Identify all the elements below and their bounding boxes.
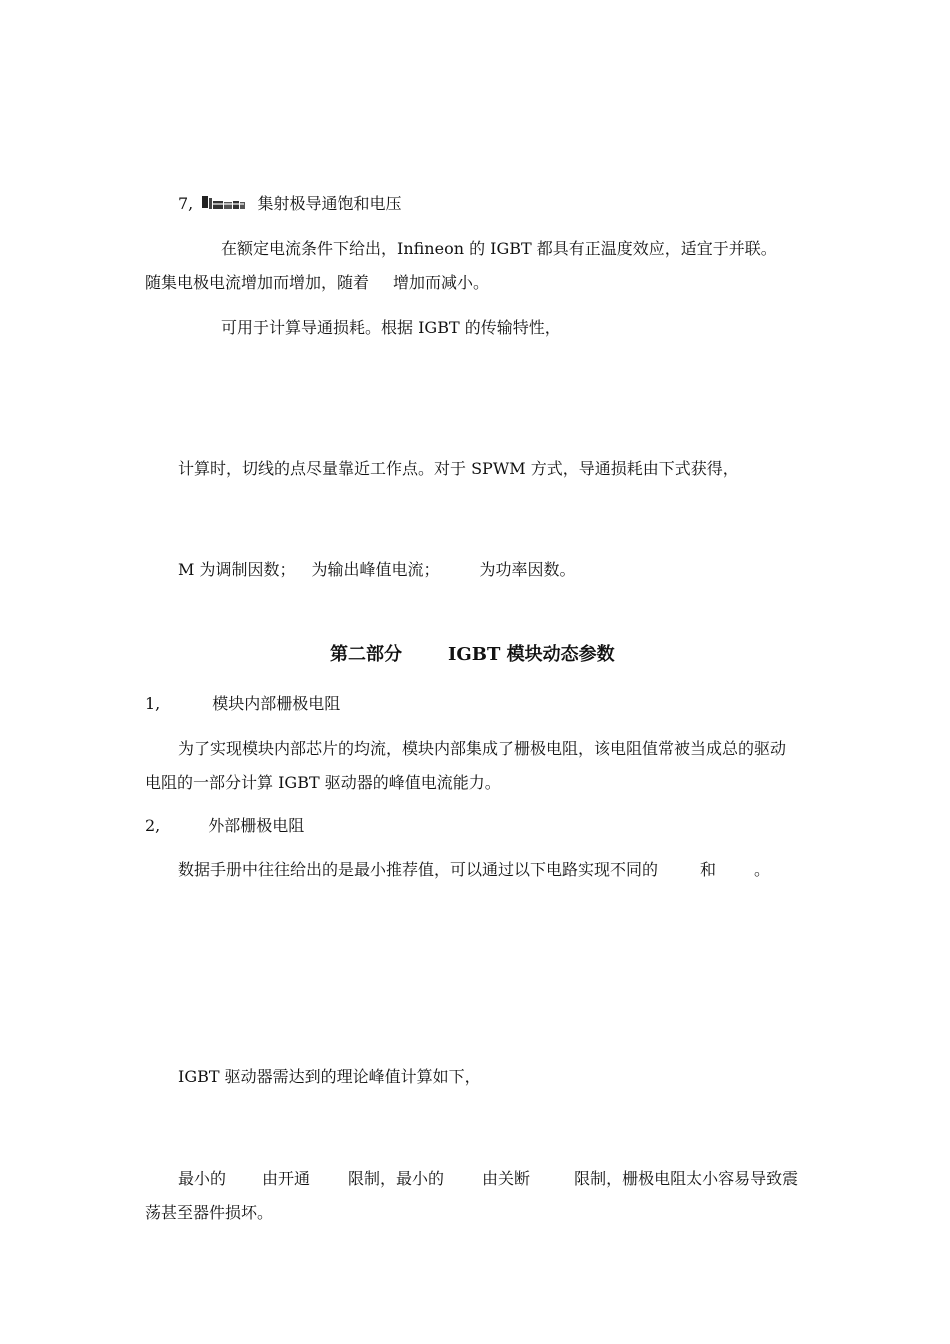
item7-paragraph-2 (145, 273, 489, 293)
item2-number: 2, (145, 816, 161, 835)
part2-title (330, 645, 615, 665)
item7-paragraph-3: 可用于计算导通损耗。根据 IGBT 的传输特性， (221, 318, 561, 337)
item7-paragraph-2-part-b: 增加而减小。 (393, 273, 490, 292)
item7-heading-line (178, 194, 401, 214)
item2-heading: 外部栅极电阻 (208, 816, 305, 835)
item2-paragraph-1-part-a: 数据手册中往往给出的是最小推荐值，可以通过以下电路实现不同的 (178, 860, 659, 879)
item1-paragraph-line-2: 电阻的一部分计算 IGBT 驱动器的峰值电流能力。 (145, 773, 501, 792)
item2-paragraph-3-part-b: 由开通 (262, 1169, 311, 1188)
item2-paragraph-3-part-e: 限制，栅极电阻太小容易导致震 (574, 1169, 799, 1188)
vce-sat-formula-icon (202, 195, 246, 211)
item7-paragraph-5-part-a: M 为调制因数； (178, 560, 296, 579)
item1-heading: 模块内部栅极电阻 (212, 694, 341, 713)
part2-title-part-a: 第二部分 (330, 644, 402, 665)
item7-paragraph-5-part-c: 为功率因数。 (479, 560, 576, 579)
item2-paragraph-3-part-a: 最小的 (178, 1169, 227, 1188)
item2-paragraph-2: IGBT 驱动器需达到的理论峰值计算如下， (178, 1067, 481, 1086)
item7-number: 7, (178, 194, 194, 213)
item7-paragraph-1: 在额定电流条件下给出，Infineon 的 IGBT 都具有正温度效应，适宜于并联。 (221, 239, 777, 258)
item2-paragraph-1 (178, 860, 770, 880)
item7-heading: 集射极导通饱和电压 (257, 194, 402, 213)
item1-number: 1, (145, 694, 161, 713)
item2-paragraph-1-part-c: 。 (754, 860, 771, 879)
item2-paragraph-3-line-2: 荡甚至器件损坏。 (145, 1203, 274, 1222)
item2-paragraph-3-part-d: 由关断 (482, 1169, 531, 1188)
item2-paragraph-3-line-1 (178, 1169, 798, 1189)
item2-paragraph-1-part-b: 和 (700, 860, 717, 879)
item7-paragraph-5 (178, 560, 576, 580)
part2-title-part-b: IGBT 模块动态参数 (448, 644, 615, 665)
item7-paragraph-5-part-b: 为输出峰值电流； (311, 560, 440, 579)
item2-paragraph-3-part-c: 限制，最小的 (348, 1169, 445, 1188)
item2-heading-line (145, 816, 304, 836)
item1-paragraph-line-1: 为了实现模块内部芯片的均流，模块内部集成了栅极电阻，该电阻值常被当成总的驱动 (178, 739, 787, 758)
item1-heading-line (145, 694, 340, 714)
item7-paragraph-4: 计算时，切线的点尽量靠近工作点。对于 SPWM 方式，导通损耗由下式获得， (178, 459, 739, 478)
item7-paragraph-2-part-a: 随集电极电流增加而增加，随着 (145, 273, 370, 292)
